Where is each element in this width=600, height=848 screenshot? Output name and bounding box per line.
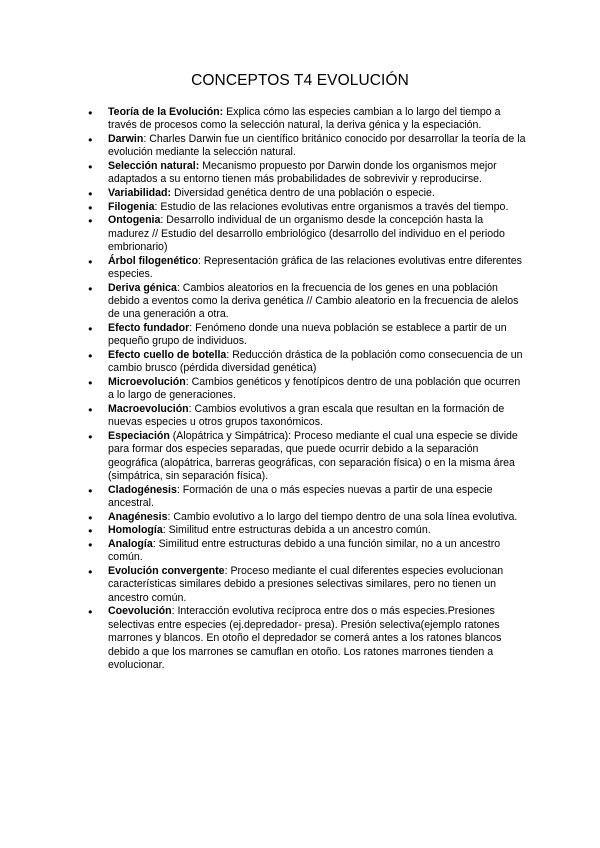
- concept-definition: : Reducción drástica de la población como consecuencia de un cambio brusco (pérdida diversidad genética): [108, 349, 523, 375]
- concept-term: Homología: [108, 524, 163, 537]
- concept-term: Efecto fundador: [108, 322, 190, 334]
- concept-item: [108, 538, 526, 565]
- concept-item: [108, 376, 526, 403]
- concept-term: Efecto cuello de botella: [108, 349, 227, 361]
- concept-item: [108, 565, 526, 605]
- concept-item: [108, 511, 526, 524]
- concept-item: [108, 255, 526, 282]
- concept-definition: : Cambios aleatorios en la frecuencia de los genes en una población debido a eventos como la deriva genética // Cambio aleatorio en la frecuencia de alelos de una generación a otra.: [108, 281, 519, 321]
- concept-list: [108, 106, 526, 673]
- concept-definition: : Cambios genéticos y fenotípicos dentro de una población que ocurren a lo largo de generaciones.: [108, 376, 521, 402]
- concept-term: Anagénesis: [108, 510, 168, 523]
- concept-term: Analogía: [108, 538, 153, 550]
- concept-definition: : Cambios evolutivos a gran escala que resultan en la formación de nuevas especies u otros grupos taxonómicos.: [108, 403, 505, 429]
- concept-term: Variabilidad:: [108, 187, 171, 199]
- concept-item: [108, 524, 526, 537]
- concept-definition: : Estudio de las relaciones evolutivas entre organismos a través del tiempo.: [154, 200, 509, 213]
- concept-item: [108, 605, 526, 672]
- concept-term: Evolución convergente: [108, 565, 225, 577]
- concept-definition: : Desarrollo individual de un organismo desde la concepción hasta la madurez // Estudio del desarrollo embriológico (desarrollo del individuo en el periodo embrionario): [108, 214, 505, 253]
- concept-term: Cladogénesis: [108, 483, 177, 496]
- concept-item: [108, 484, 526, 511]
- concept-definition: : Proceso mediante el cual diferentes especies evolucionan características similares debido a presiones selectivas similares, pero no tienen un ancestro común.: [108, 565, 504, 604]
- concept-definition: : Fenómeno donde una nueva población se establece a partir de un pequeño grupo de individuos.: [108, 322, 507, 348]
- concept-term: Ontogenia: [108, 214, 161, 227]
- concept-term: Filogenia: [108, 200, 155, 213]
- concept-term: Microevolución: [108, 376, 186, 388]
- concept-item: [108, 214, 526, 254]
- concept-term: Darwin: [108, 133, 144, 145]
- concept-term: Deriva génica: [108, 281, 177, 294]
- concept-item: [108, 322, 526, 349]
- concept-definition: (Alopátrica y Simpátrica): Proceso mediante el cual una especie se divide para formar dos especies separadas, que puede ocurrir debido a la separación geográfica (alopátrica, barreras geográficas, con separación física) o en la misma área (simpátrica, sin separación física).: [108, 430, 518, 483]
- concept-item: [108, 430, 526, 484]
- concept-definition: : Similitud entre estructuras debido a una función similar, no a un ancestro común.: [108, 538, 501, 564]
- concept-term: Selección natural:: [108, 160, 200, 172]
- concept-item: [108, 403, 526, 430]
- concept-definition: : Cambio evolutivo a lo largo del tiempo dentro de una sola línea evolutiva.: [167, 510, 518, 523]
- concept-item: [108, 106, 526, 133]
- concept-definition: : Interacción evolutiva recíproca entre dos o más especies.Presiones selectivas entre especies (ej.depredador- presa). Presión selectiva(ejemplo ratones marrones y blancos. En otoño el depredador se comerá antes a los ratones blancos debido a que los marrones se camuflan en otoño. Los ratones marrones tienden a evolucionar.: [108, 605, 502, 672]
- concept-term: Árbol filogenético: [108, 254, 199, 267]
- concept-item: [108, 187, 526, 200]
- concept-definition: : Representación gráfica de las relaciones evolutivas entre diferentes especies.: [108, 254, 522, 280]
- concept-definition: Mecanismo propuesto por Darwin donde los organismos mejor adaptados a su entorno tienen más probabilidades de sobrevivir y reproducirse.: [108, 160, 497, 186]
- concept-item: [108, 349, 526, 376]
- concept-definition: : Formación de una o más especies nuevas a partir de una especie ancestral.: [108, 483, 493, 510]
- concept-definition: : Charles Darwin fue un científico británico conocido por desarrollar la teoría de la evolución mediante la selección natural.: [108, 133, 526, 159]
- concept-term: Macroevolución: [108, 403, 189, 415]
- page-title: CONCEPTOS T4 EVOLUCIÓN: [191, 72, 409, 89]
- concept-item: [108, 133, 526, 160]
- concept-definition: Explica cómo las especies cambian a lo largo del tiempo a través de procesos como la selección natural, la deriva génica y la especiación.: [108, 106, 501, 132]
- concept-item: [108, 201, 526, 214]
- concept-term: Especiación: [108, 430, 170, 442]
- concept-definition: Diversidad genética dentro de una población o especie.: [171, 187, 435, 199]
- concept-item: [108, 282, 526, 322]
- concept-definition: : Similitud entre estructuras debida a un ancestro común.: [162, 524, 431, 537]
- concept-item: [108, 160, 526, 187]
- concept-term: Teoría de la Evolución:: [108, 106, 224, 118]
- concept-term: Coevolución: [108, 605, 172, 618]
